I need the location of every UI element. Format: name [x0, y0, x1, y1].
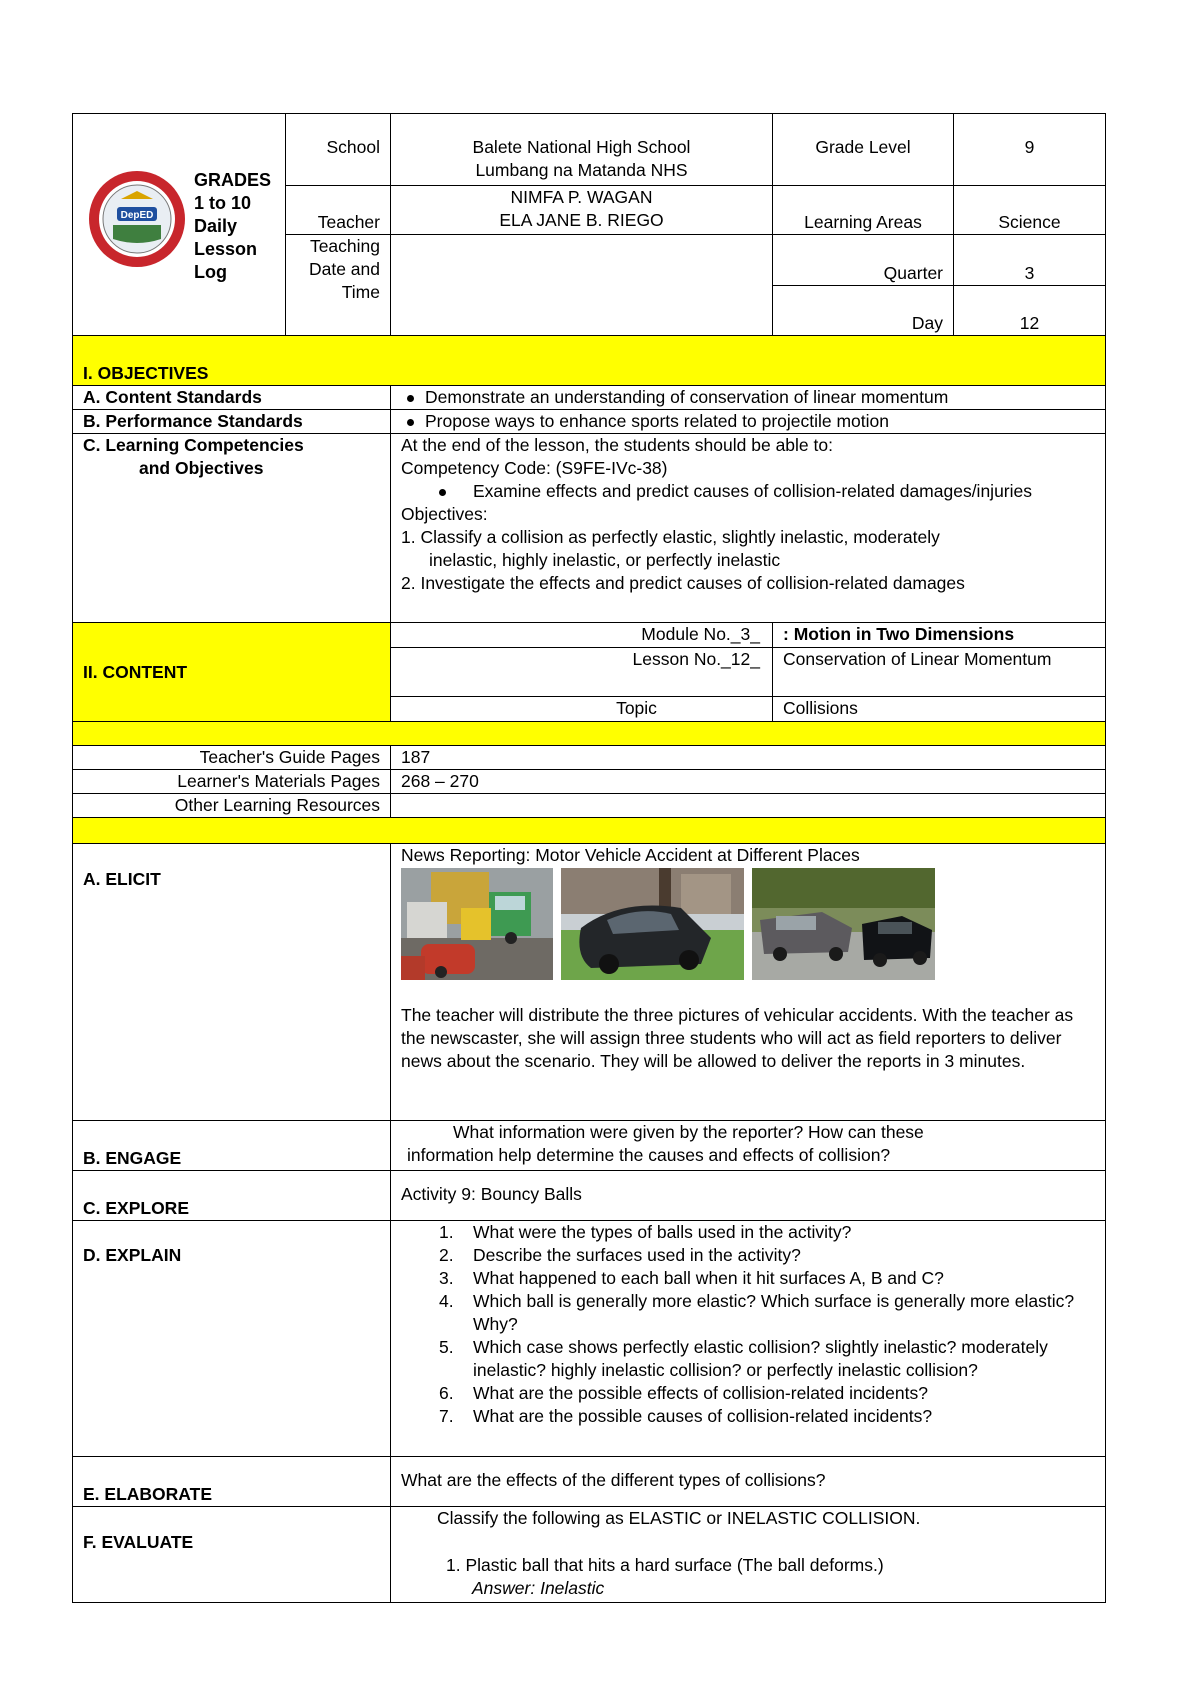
car-tree-crash-photo	[561, 868, 744, 980]
day-label: Day	[773, 286, 954, 336]
title-line: 1 to 10	[194, 193, 252, 213]
question-number: 5.	[439, 1337, 454, 1357]
content-standards-text: Demonstrate an understanding of conservation of linear momentum	[401, 386, 1095, 409]
grade-level-value: 9	[954, 114, 1106, 186]
content-heading: II. CONTENT	[73, 623, 391, 722]
lesson-log-table	[72, 113, 1106, 1603]
performance-standards-value	[391, 410, 1106, 434]
question-text: Describe the surfaces used in the activity?	[473, 1245, 801, 1265]
teachers-guide-label: Teacher's Guide Pages	[73, 746, 391, 770]
explore-content: Activity 9: Bouncy Balls	[391, 1171, 1106, 1221]
title-line: Lesson	[194, 239, 258, 259]
elicit-content	[391, 844, 1106, 1121]
question-text: What are the possible effects of collision-related incidents?	[473, 1383, 928, 1403]
topic-value: Collisions	[773, 697, 1106, 722]
question-number: 1.	[439, 1222, 454, 1242]
teacher-name-1: NIMFA P. WAGAN	[510, 187, 653, 207]
explain-question	[401, 1244, 1095, 1267]
learners-materials-value: 268 – 270	[391, 770, 1106, 794]
explain-question	[401, 1382, 1095, 1405]
content-standards-label: A. Content Standards	[73, 386, 391, 410]
elicit-title: News Reporting: Motor Vehicle Accident at Different Places	[401, 845, 860, 865]
competencies-label-line: C. Learning Competencies	[83, 435, 304, 455]
explain-question	[401, 1405, 1095, 1428]
quarter-value: 3	[954, 235, 1106, 286]
question-text: What were the types of balls used in the activity?	[473, 1222, 852, 1242]
explain-question	[401, 1267, 1095, 1290]
teacher-label: Teacher	[286, 186, 391, 235]
question-text: What happened to each ball when it hit surfaces A, B and C?	[473, 1268, 944, 1288]
competencies-value	[391, 434, 1106, 623]
competency-code: Competency Code: (S9FE-IVc-38)	[401, 458, 668, 478]
elicit-text: The teacher will distribute the three pictures of vehicular accidents. With the teacher as the newscaster, she will assign three students who will act as field reporters to deliver news about the scenario. They will be allowed to deliver the reports in 3 minutes.	[401, 1005, 1074, 1071]
question-number: 6.	[439, 1383, 454, 1403]
performance-standards-label: B. Performance Standards	[73, 410, 391, 434]
accident-pictures	[401, 868, 1095, 980]
yellow-separator	[73, 722, 1106, 746]
truck-collision-photo	[401, 868, 553, 980]
elaborate-label: E. ELABORATE	[73, 1457, 391, 1507]
grades-title	[194, 169, 271, 284]
elaborate-content: What are the effects of the different types of collisions?	[391, 1457, 1106, 1507]
header-logo-cell	[73, 114, 286, 336]
quarter-label: Quarter	[773, 235, 954, 286]
objectives-heading: I. OBJECTIVES	[73, 336, 1106, 386]
seal-text: DepED	[120, 210, 154, 221]
teaching-date-label	[286, 235, 391, 336]
explore-label: C. EXPLORE	[73, 1171, 391, 1221]
teacher-name-2: ELA JANE B. RIEGO	[499, 210, 664, 230]
title-line: Daily	[194, 216, 238, 236]
explain-questions	[401, 1221, 1095, 1428]
topic-label: Topic	[391, 697, 773, 722]
evaluate-intro: Classify the following as ELASTIC or INELASTIC COLLISION.	[437, 1508, 921, 1528]
module-value: : Motion in Two Dimensions	[773, 623, 1106, 648]
explain-label: D. EXPLAIN	[73, 1221, 391, 1457]
teaching-date-line: Teaching	[309, 236, 380, 256]
learning-areas-label: Learning Areas	[773, 186, 954, 235]
question-text: Which ball is generally more elastic? Which surface is generally more elastic? Why?	[473, 1291, 1075, 1334]
explain-question	[401, 1221, 1095, 1244]
content-standards-value	[391, 386, 1106, 410]
teaching-date-line: Date and	[308, 259, 380, 279]
deped-seal-icon	[87, 169, 187, 269]
learners-materials-label: Learner's Materials Pages	[73, 770, 391, 794]
lesson-value: Conservation of Linear Momentum	[773, 648, 1106, 697]
explain-content	[391, 1221, 1106, 1457]
evaluate-item-1: 1. Plastic ball that hits a hard surface (The ball deforms.)	[446, 1555, 884, 1575]
school-label: School	[286, 114, 391, 186]
evaluate-content	[391, 1507, 1106, 1603]
title-line: Log	[194, 262, 227, 282]
explain-question	[401, 1336, 1095, 1382]
learning-areas-value: Science	[954, 186, 1106, 235]
other-resources-value	[391, 794, 1106, 818]
competencies-label	[73, 434, 391, 623]
question-text: Which case shows perfectly elastic collision? slightly inelastic? moderately inelastic? highly inelastic collision? or perfectly inelastic collision?	[473, 1337, 1048, 1380]
school-value	[391, 114, 773, 186]
school-name-1: Balete National High School	[472, 137, 691, 157]
yellow-separator	[73, 818, 1106, 844]
engage-content	[391, 1121, 1106, 1171]
objective-1-cont: inelastic, highly inelastic, or perfectly inelastic	[429, 550, 781, 570]
module-label: Module No._3_	[391, 623, 773, 648]
question-number: 7.	[439, 1406, 454, 1426]
objective-2: 2. Investigate the effects and predict causes of collision-related damages	[401, 573, 965, 593]
objective-1: 1. Classify a collision as perfectly elastic, slightly inelastic, moderately	[401, 527, 940, 547]
competencies-label-line: and Objectives	[139, 458, 264, 478]
teaching-date-value	[391, 235, 773, 336]
question-text: What are the possible causes of collision-related incidents?	[473, 1406, 933, 1426]
teaching-date-line: Time	[341, 282, 380, 302]
objectives-label: Objectives:	[401, 504, 488, 524]
title-line: GRADES	[194, 170, 272, 190]
explain-question	[401, 1290, 1095, 1336]
competency-bullet: Examine effects and predict causes of collision-related damages/injuries	[401, 480, 1095, 503]
elicit-label: A. ELICIT	[73, 844, 391, 1121]
engage-text-2: information help determine the causes and effects of collision?	[407, 1145, 891, 1165]
evaluate-label: F. EVALUATE	[73, 1507, 391, 1603]
performance-standards-text: Propose ways to enhance sports related to projectile motion	[401, 410, 1095, 433]
day-value: 12	[954, 286, 1106, 336]
other-resources-label: Other Learning Resources	[73, 794, 391, 818]
evaluate-answer-1: Answer: Inelastic	[472, 1578, 605, 1598]
grade-level-label: Grade Level	[773, 114, 954, 186]
teachers-guide-value: 187	[391, 746, 1106, 770]
question-number: 2.	[439, 1245, 454, 1265]
lesson-label: Lesson No._12_	[391, 648, 773, 697]
competencies-intro: At the end of the lesson, the students should be able to:	[401, 435, 833, 455]
car-roadside-crash-photo	[752, 868, 935, 980]
engage-text-1: What information were given by the reporter? How can these	[453, 1122, 924, 1142]
question-number: 3.	[439, 1268, 454, 1288]
lesson-log-page	[72, 113, 1105, 1603]
question-number: 4.	[439, 1291, 454, 1311]
school-name-2: Lumbang na Matanda NHS	[475, 160, 688, 180]
teacher-value	[391, 186, 773, 235]
engage-label: B. ENGAGE	[73, 1121, 391, 1171]
